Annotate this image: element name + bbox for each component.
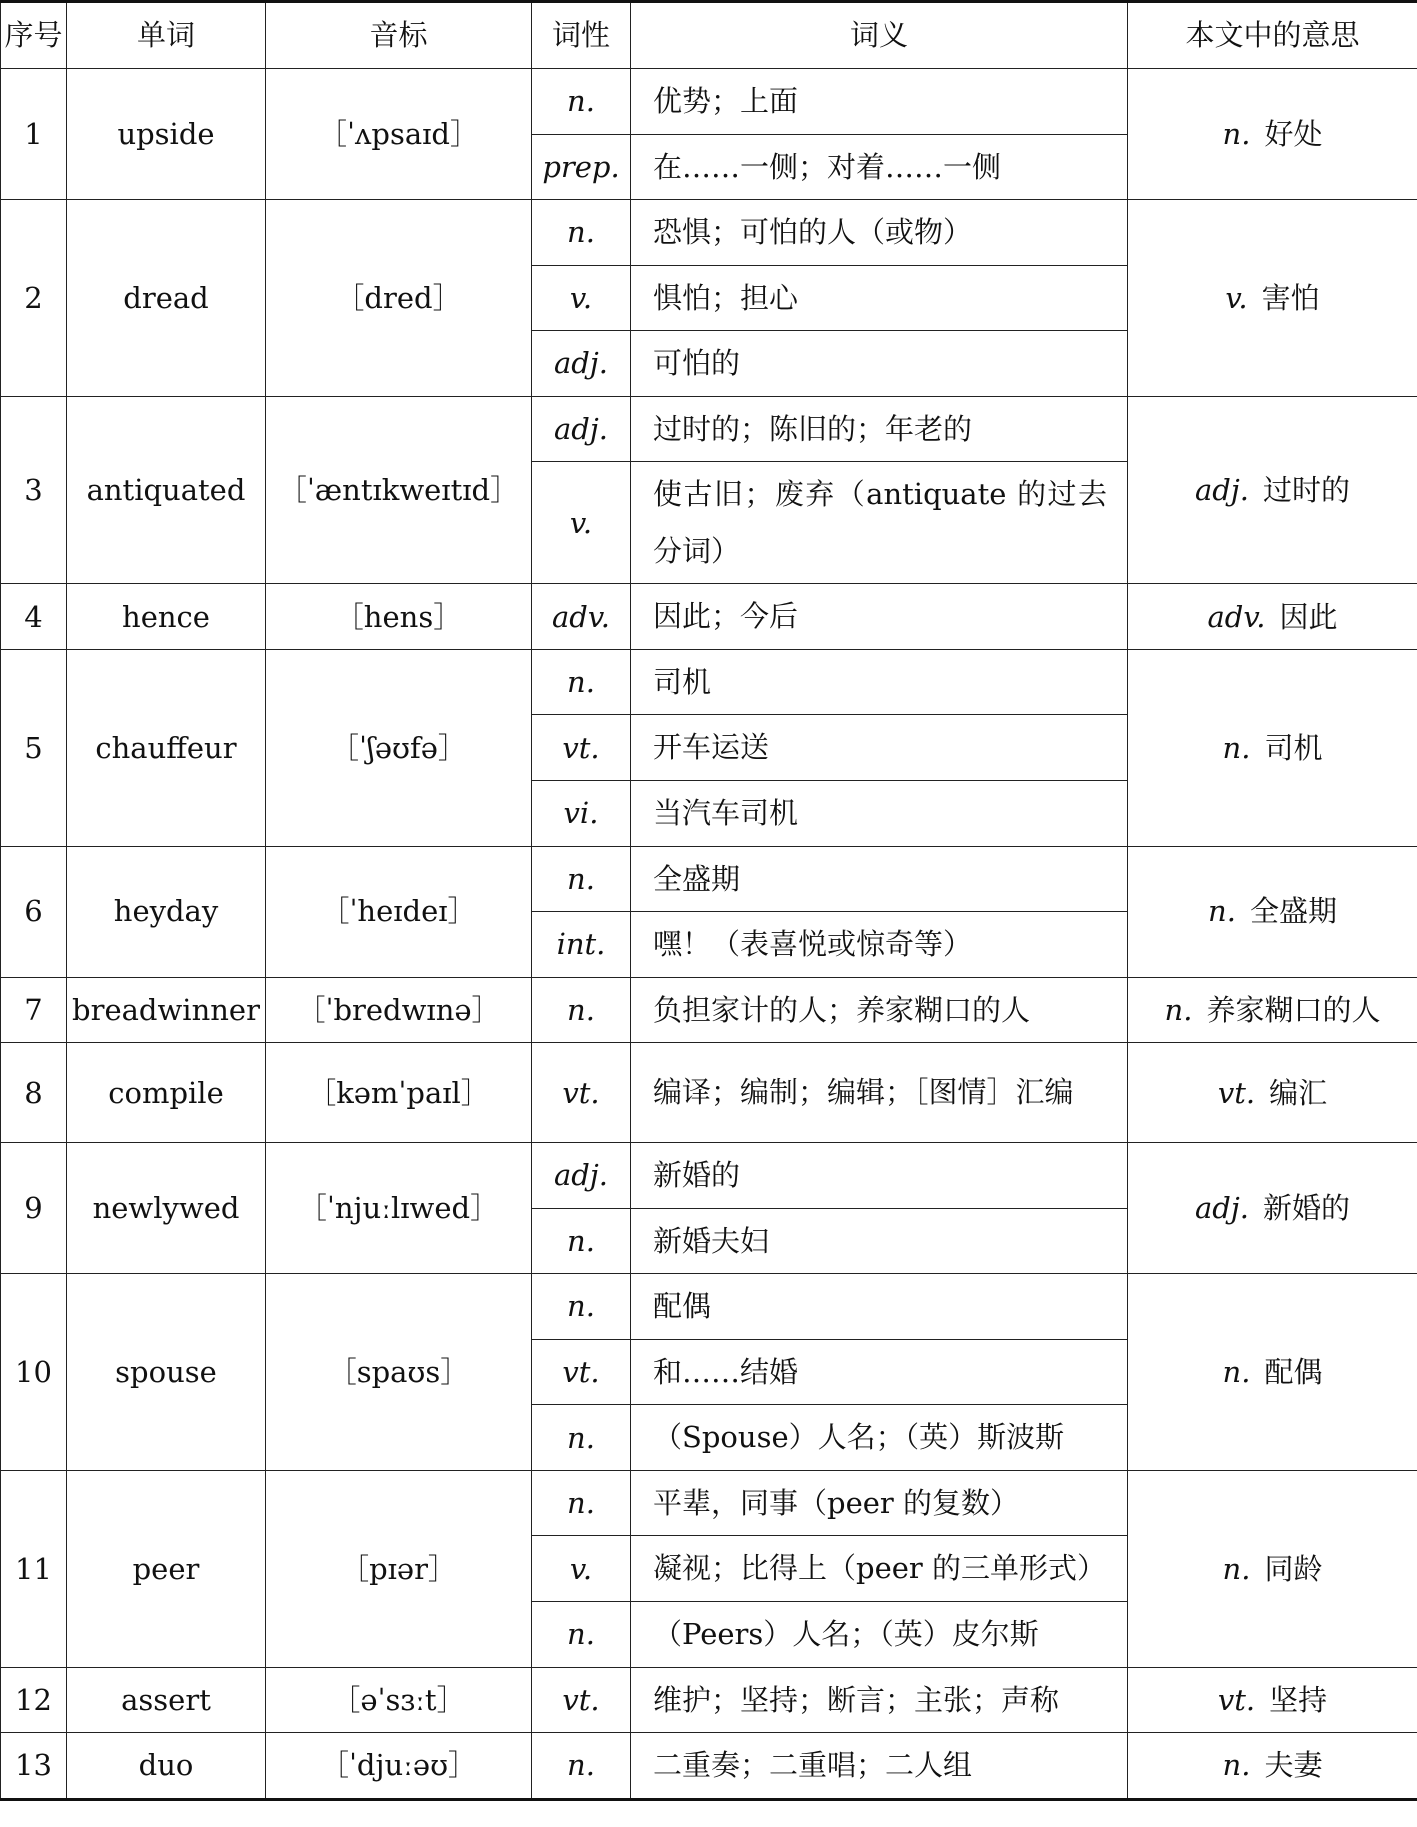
entry-word: upside [67,69,266,200]
table-row [1,1274,1417,1340]
table-row [1,977,1417,1043]
table-row [1,1470,1417,1536]
entry-number: 3 [1,396,67,584]
context-meaning [1128,584,1417,650]
entry-phonetic: ［ˈʌpsaɪd］ [266,69,532,200]
context-meaning [1128,1274,1417,1471]
sense-definition: 当汽车司机 [631,781,1128,847]
entry-word: peer [67,1470,266,1667]
entry-word: compile [67,1043,266,1143]
table-row [1,584,1417,650]
entry-word: spouse [67,1274,266,1471]
entry-number: 13 [1,1733,67,1800]
context-part-of-speech: v. [1225,280,1248,315]
context-part-of-speech: vt. [1217,1075,1256,1110]
context-text: 配偶 [1264,1354,1323,1389]
context-meaning [1128,846,1417,977]
sense-definition: 平辈，同事（peer 的复数） [631,1470,1128,1536]
entry-phonetic: ［spaʊs］ [266,1274,532,1471]
context-part-of-speech: n. [1222,1551,1251,1586]
entry-word: duo [67,1733,266,1800]
sense-part-of-speech: vt. [532,1667,631,1733]
header-context-meaning: 本文中的意思 [1128,2,1417,69]
sense-part-of-speech: n. [532,200,631,266]
sense-definition: 过时的；陈旧的；年老的 [631,396,1128,462]
entry-number: 4 [1,584,67,650]
context-part-of-speech: adj. [1194,472,1250,507]
entry-phonetic: ［ˈheɪdeɪ］ [266,846,532,977]
context-meaning [1128,649,1417,846]
context-text: 全盛期 [1249,894,1337,929]
entry-number: 7 [1,977,67,1043]
sense-definition: 维护；坚持；断言；主张；声称 [631,1667,1128,1733]
entry-phonetic: ［ˈæntɪkweɪtɪd］ [266,396,532,584]
entry-word: breadwinner [67,977,266,1043]
table-row [1,396,1417,462]
context-part-of-speech: n. [1222,730,1251,765]
context-text: 养家糊口的人 [1206,992,1381,1027]
table-row [1,1667,1417,1733]
entry-phonetic: ［hens］ [266,584,532,650]
sense-part-of-speech: adv. [532,584,631,650]
context-text: 编汇 [1269,1075,1328,1110]
table-row [1,1143,1417,1209]
context-meaning [1128,1470,1417,1667]
sense-definition: （Peers）人名；（英）皮尔斯 [631,1602,1128,1668]
table-row [1,69,1417,135]
sense-definition: 优势；上面 [631,69,1128,135]
entry-word: dread [67,200,266,397]
entry-phonetic: ［pɪər］ [266,1470,532,1667]
entry-number: 2 [1,200,67,397]
entry-phonetic: ［kəmˈpaɪl］ [266,1043,532,1143]
sense-part-of-speech: adj. [532,331,631,397]
sense-part-of-speech: vt. [532,1339,631,1405]
entry-phonetic: ［ˈnjuːlɪwed］ [266,1143,532,1274]
entry-number: 1 [1,69,67,200]
context-part-of-speech: n. [1208,894,1236,929]
context-part-of-speech: n. [1222,116,1251,151]
entry-number: 9 [1,1143,67,1274]
entry-word: newlywed [67,1143,266,1274]
entry-number: 5 [1,649,67,846]
context-meaning [1128,977,1417,1043]
context-meaning [1128,396,1417,584]
table-body [1,69,1417,1800]
sense-part-of-speech: int. [532,912,631,978]
sense-part-of-speech: vt. [532,1043,631,1143]
sense-part-of-speech: n. [532,977,631,1043]
sense-part-of-speech: n. [532,1274,631,1340]
entry-phonetic: ［ˈbredwɪnə］ [266,977,532,1043]
sense-definition: （Spouse）人名；（英）斯波斯 [631,1405,1128,1471]
context-meaning [1128,200,1417,397]
table-row [1,200,1417,266]
context-text: 新婚的 [1263,1191,1351,1226]
sense-part-of-speech: v. [532,462,631,584]
context-meaning [1128,1143,1417,1274]
sense-part-of-speech: prep. [532,134,631,200]
context-text: 好处 [1264,116,1323,151]
header-row [1,2,1417,69]
context-part-of-speech: n. [1222,1748,1251,1783]
entry-phonetic: ［dred］ [266,200,532,397]
sense-definition: 二重奏；二重唱；二人组 [631,1733,1128,1800]
table-row [1,846,1417,912]
context-text: 坚持 [1269,1682,1328,1717]
sense-part-of-speech: n. [532,1733,631,1800]
sense-definition: 新婚的 [631,1143,1128,1209]
header-phonetic: 音标 [266,2,532,69]
context-meaning [1128,1733,1417,1800]
entry-number: 10 [1,1274,67,1471]
context-meaning [1128,1667,1417,1733]
context-part-of-speech: vt. [1217,1682,1256,1717]
context-part-of-speech: adv. [1207,599,1266,634]
context-text: 夫妻 [1264,1748,1323,1783]
table-row [1,649,1417,715]
sense-part-of-speech: n. [532,69,631,135]
sense-definition: 凝视；比得上（peer 的三单形式） [631,1536,1128,1602]
header-number: 序号 [1,2,67,69]
sense-definition: 因此；今后 [631,584,1128,650]
context-text: 过时的 [1263,472,1351,507]
sense-part-of-speech: v. [532,1536,631,1602]
entry-phonetic: ［əˈsɜːt］ [266,1667,532,1733]
sense-part-of-speech: adj. [532,396,631,462]
context-text: 司机 [1264,730,1323,765]
sense-definition: 使古旧；废弃（antiquate 的过去分词） [631,462,1128,584]
sense-definition: 全盛期 [631,846,1128,912]
sense-definition: 在……一侧；对着……一侧 [631,134,1128,200]
sense-definition: 和……结婚 [631,1339,1128,1405]
sense-definition: 配偶 [631,1274,1128,1340]
sense-definition: 新婚夫妇 [631,1208,1128,1274]
entry-word: assert [67,1667,266,1733]
sense-definition: 惧怕；担心 [631,265,1128,331]
entry-phonetic: ［ˈdjuːəʊ］ [266,1733,532,1800]
context-text: 害怕 [1261,280,1320,315]
entry-number: 8 [1,1043,67,1143]
entry-word: heyday [67,846,266,977]
sense-part-of-speech: v. [532,265,631,331]
sense-definition: 开车运送 [631,715,1128,781]
context-part-of-speech: adj. [1194,1191,1250,1226]
entry-word: hence [67,584,266,650]
sense-part-of-speech: n. [532,846,631,912]
sense-part-of-speech: n. [532,1405,631,1471]
sense-part-of-speech: n. [532,1208,631,1274]
sense-part-of-speech: n. [532,649,631,715]
sense-definition: 编译；编制；编辑；［图情］汇编 [631,1043,1128,1143]
table-row [1,1733,1417,1800]
sense-part-of-speech: adj. [532,1143,631,1209]
header-word: 单词 [67,2,266,69]
sense-definition: 可怕的 [631,331,1128,397]
header-definition: 词义 [631,2,1128,69]
sense-definition: 嘿！（表喜悦或惊奇等） [631,912,1128,978]
header-part-of-speech: 词性 [532,2,631,69]
entry-number: 11 [1,1470,67,1667]
context-text: 因此 [1279,599,1338,634]
entry-number: 6 [1,846,67,977]
entry-number: 12 [1,1667,67,1733]
context-meaning [1128,69,1417,200]
sense-definition: 司机 [631,649,1128,715]
sense-part-of-speech: n. [532,1470,631,1536]
context-part-of-speech: n. [1164,992,1193,1027]
entry-word: antiquated [67,396,266,584]
sense-part-of-speech: vt. [532,715,631,781]
context-text: 同龄 [1264,1551,1323,1586]
sense-definition: 恐惧；可怕的人（或物） [631,200,1128,266]
context-part-of-speech: n. [1222,1354,1251,1389]
table-row [1,1043,1417,1143]
sense-part-of-speech: vi. [532,781,631,847]
entry-phonetic: ［ˈʃəʊfə］ [266,649,532,846]
context-meaning [1128,1043,1417,1143]
sense-part-of-speech: n. [532,1602,631,1668]
sense-definition: 负担家计的人；养家糊口的人 [631,977,1128,1043]
entry-word: chauffeur [67,649,266,846]
